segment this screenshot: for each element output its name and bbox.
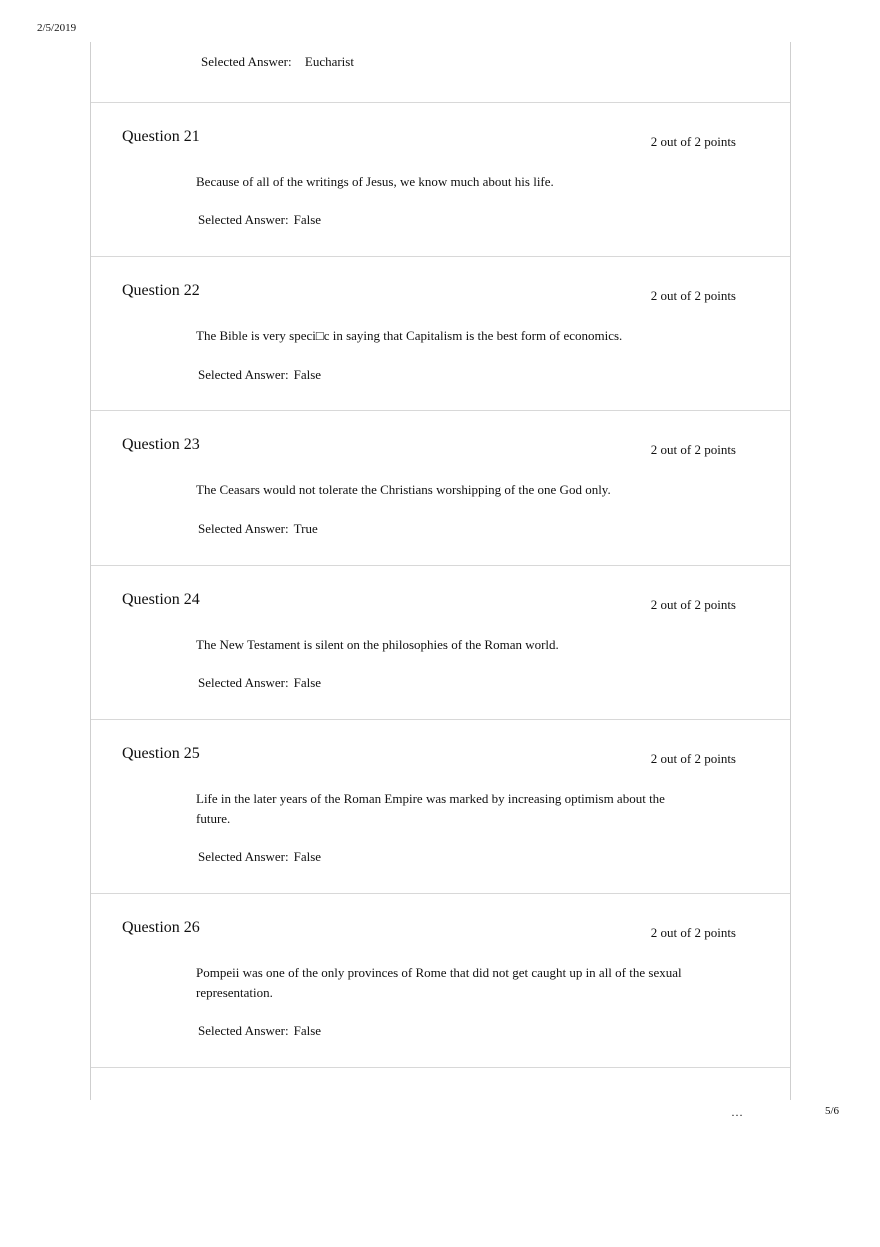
question-points: 2 out of 2 points (650, 751, 736, 766)
question-list-frame (90, 42, 791, 1100)
question-text: The Bible is very speci□c in saying that Capitalism is the best form of economics. (196, 328, 623, 343)
question-text: Because of all of the writings of Jesus, we know much about his life. (196, 174, 554, 189)
question-block-26 (91, 893, 790, 1067)
print-date: 2/5/2019 (37, 22, 77, 34)
selected-answer-label: Selected Answer: (198, 212, 289, 227)
question-points: 2 out of 2 points (650, 442, 736, 457)
divider (91, 1067, 790, 1068)
selected-answer-value: True (293, 521, 318, 536)
question-block-21 (91, 102, 790, 256)
question-text: Pompeii was one of the only provinces of Rome that did not get caught up in all of the sexual representation. (196, 965, 682, 1000)
selected-answer-value: Eucharist (304, 54, 354, 69)
selected-answer-value: False (293, 212, 322, 227)
question-title: Question 24 (122, 591, 200, 608)
question-text: The Ceasars would not tolerate the Christians worshipping of the one God only. (196, 482, 611, 497)
selected-answer-row (198, 212, 321, 228)
selected-answer-value: False (293, 675, 322, 690)
question-title: Question 25 (122, 745, 200, 762)
question-points: 2 out of 2 points (650, 925, 736, 940)
question-block-24 (91, 565, 790, 719)
question-block-23 (91, 410, 790, 565)
selected-answer-value: False (293, 849, 322, 864)
question-points: 2 out of 2 points (650, 134, 736, 149)
selected-answer-value: False (293, 1023, 322, 1038)
selected-answer-label: Selected Answer: (198, 675, 289, 690)
question-points: 2 out of 2 points (650, 597, 736, 612)
selected-answer-row (198, 367, 321, 383)
footer-ellipsis: … (731, 1105, 743, 1119)
question-title: Question 21 (122, 128, 200, 145)
question-title: Question 22 (122, 282, 200, 299)
selected-answer-label: Selected Answer: (198, 849, 289, 864)
selected-answer-label: Selected Answer: (201, 54, 292, 69)
selected-answer-label: Selected Answer: (198, 367, 289, 382)
selected-answer-label: Selected Answer: (198, 1023, 289, 1038)
question-text: The New Testament is silent on the philosophies of the Roman world. (196, 637, 559, 652)
question-title: Question 26 (122, 919, 200, 936)
selected-answer-row (201, 54, 354, 70)
question-block-22 (91, 256, 790, 410)
question-points: 2 out of 2 points (650, 288, 736, 303)
selected-answer-row (198, 849, 321, 865)
selected-answer-label: Selected Answer: (198, 521, 289, 536)
selected-answer-row (198, 521, 318, 537)
selected-answer-row (198, 675, 321, 691)
question-block-25 (91, 719, 790, 893)
page-number: 5/6 (825, 1105, 840, 1117)
question-title: Question 23 (122, 436, 200, 453)
question-text: Life in the later years of the Roman Empire was marked by increasing optimism about the future. (196, 791, 665, 826)
selected-answer-value: False (293, 367, 322, 382)
selected-answer-row (198, 1023, 321, 1039)
